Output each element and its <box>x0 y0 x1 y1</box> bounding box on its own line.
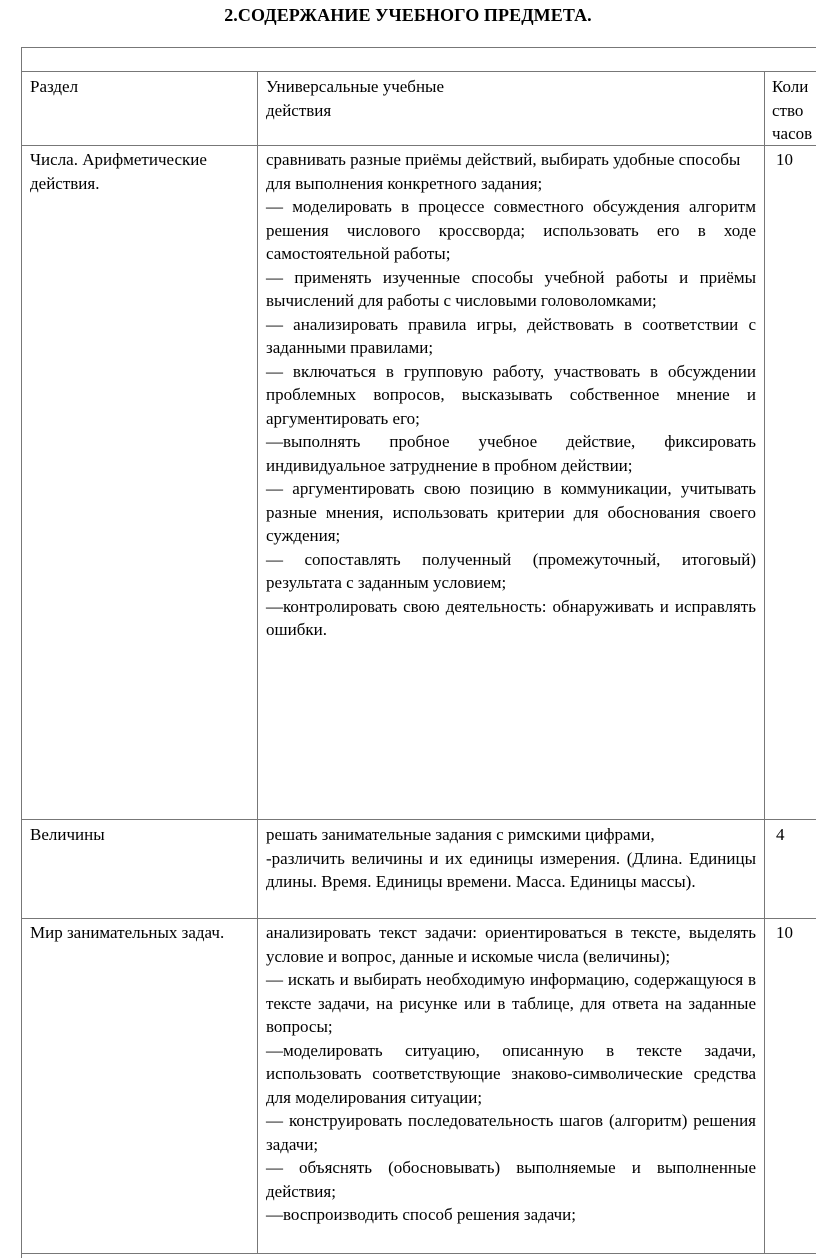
header-hours-line: Коли <box>772 77 809 96</box>
table-row-hours: 10 <box>776 150 793 169</box>
header-hours-line: ство <box>772 100 804 120</box>
skill-item: — анализировать правила игры, действовать в соответствии с заданными правилами; <box>266 314 756 357</box>
skill-item: — моделировать в процессе совместного обсуждения алгоритм решения числового кроссворда; использовать его в ходе самостоятельной работы; <box>266 197 756 263</box>
skill-item: — аргументировать свою позицию в коммуникации, учитывать разные мнения, использовать критерии для обоснования своего суждения; <box>266 479 756 545</box>
header-section-label: Раздел <box>30 77 79 96</box>
header-skills <box>266 75 756 122</box>
skill-item: —воспроизводить способ решения задачи; <box>266 1205 576 1224</box>
skill-item: для выполнения конкретного задания; <box>266 173 543 193</box>
header-section <box>30 75 250 99</box>
skill-item: — конструировать последовательность шагов (алгоритм) решения задачи; <box>266 1111 756 1154</box>
header-skills-line: Универсальные учебные <box>266 77 445 96</box>
row-divider <box>21 918 816 919</box>
skill-item: — включаться в групповую работу, участвовать в обсуждении проблемных вопросов, высказывать собственное мнение и аргументировать его; <box>266 361 756 428</box>
column-divider <box>764 71 765 1254</box>
table-row-hours: 10 <box>776 923 793 942</box>
header-skills-line: действия <box>266 100 332 120</box>
page-title: 2.СОДЕРЖАНИЕ УЧЕБНОГО ПРЕДМЕТА. <box>224 5 592 25</box>
column-divider <box>257 71 258 1254</box>
row-divider <box>21 819 816 820</box>
table-row-skills <box>266 823 756 894</box>
skill-item: — искать и выбирать необходимую информацию, содержащуюся в тексте задачи, на рисунке или в таблице, для ответа на заданные вопросы; <box>266 970 756 1036</box>
table-row-section: Величины <box>30 825 105 844</box>
skill-item: —моделировать ситуацию, описанную в тексте задачи, использовать соответствующие знаково-символические средства для моделирования ситуации; <box>266 1040 756 1107</box>
table-row-section: Числа. Арифметические действия. <box>30 150 207 193</box>
skill-item: решать занимательные задания с римскими цифрами, <box>266 825 655 844</box>
header-bottom-rule <box>21 145 816 146</box>
table-top-rule <box>21 71 816 72</box>
header-hours-line: часов <box>772 124 813 143</box>
skill-item: -различить величины и их единицы измерения. (Длина. Единицы длины. Время. Единицы времени. Масса. Единицы массы). <box>266 848 756 891</box>
skill-item: анализировать текст задачи: ориентироваться в тексте, выделять условие и вопрос, данные и искомые числа (величины); <box>266 923 756 966</box>
table-row-section: Мир занимательных задач. <box>30 923 225 942</box>
skill-item: —выполнять пробное учебное действие, фиксировать индивидуальное затруднение в пробном действии; <box>266 432 756 475</box>
skill-item: — применять изученные способы учебной работы и приёмы вычислений для работы с числовыми головоломками; <box>266 267 756 310</box>
skill-item: —контролировать свою деятельность: обнаруживать и исправлять ошибки. <box>266 596 756 639</box>
skill-item: — сопоставлять полученный (промежуточный, итоговый) результата с заданным условием; <box>266 549 756 592</box>
table-row-skills <box>266 921 756 1227</box>
skill-item: сравнивать разные приёмы действий, выбирать удобные способы <box>266 150 741 169</box>
skill-item: — объяснять (обосновывать) выполняемые и выполненные действия; <box>266 1158 756 1201</box>
table-row-skills <box>266 148 756 642</box>
header-hours <box>772 75 816 146</box>
table-bottom-rule <box>21 1253 816 1254</box>
table-row-hours: 4 <box>776 825 785 844</box>
